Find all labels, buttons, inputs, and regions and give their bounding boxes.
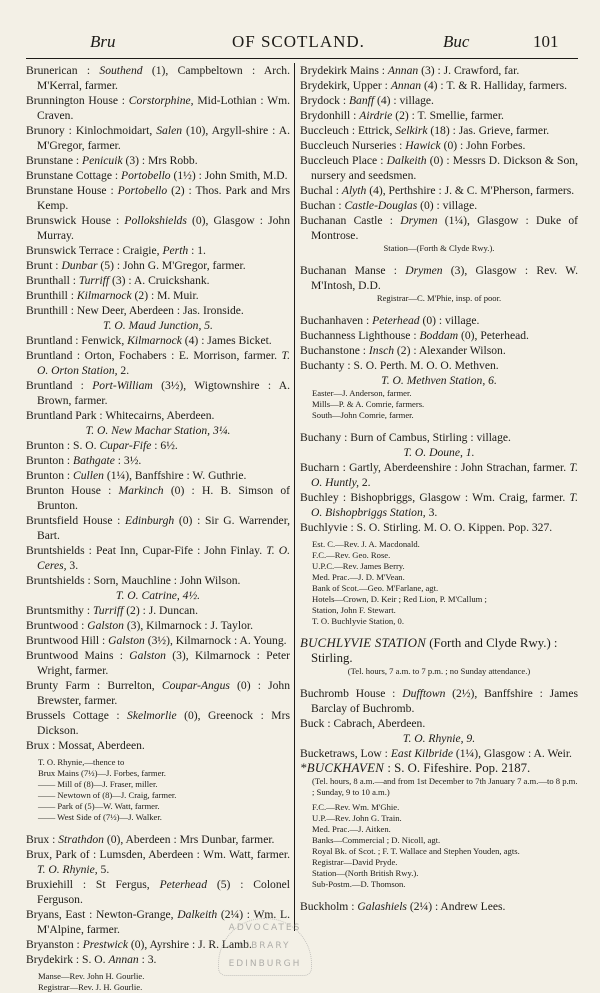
- entry-detail-line: Med. Prac.—J. D. M'Vean.: [312, 572, 405, 582]
- entry-place-name: Skelmorlie: [127, 709, 177, 722]
- entry-text: Bruntland :: [26, 379, 93, 392]
- entry-text: : 1.: [188, 244, 206, 257]
- entry-text: Brux, Park of : Lumsden, Aberdeen : Wm. Watt, farmer.: [26, 848, 290, 861]
- entry-text: Brydock :: [300, 94, 349, 107]
- gazetteer-entry: [26, 468, 290, 483]
- entry-text: (0), Ayrshire : J. R. Lamb.: [127, 938, 252, 951]
- gazetteer-entry: [26, 333, 290, 348]
- entry-text: (2¼) : Andrew Lees.: [406, 900, 506, 913]
- entry-place-name: Galston: [108, 634, 145, 647]
- entry-place-name: Banff: [348, 94, 375, 107]
- entry-detail-line: T. O. Rhynie,—thence to: [38, 757, 125, 767]
- entry-text: Bruntshields : Sorn, Mauchline : John Wilson.: [26, 574, 241, 587]
- entry-text: Brunty Farm : Burrelton,: [26, 679, 162, 692]
- entry-text: Buchanhaven :: [300, 314, 373, 327]
- entry-text: Bruxiehill : St Fergus,: [26, 878, 160, 891]
- entry-place-name: Drymen: [400, 214, 438, 227]
- gazetteer-entry: [26, 708, 290, 738]
- entry-text: Brunswick Terrace : Craigie,: [26, 244, 163, 257]
- entry-text: (Forth and Clyde Rwy.) : Stirling.: [311, 636, 558, 665]
- entry-place-name: Turriff: [78, 274, 110, 287]
- entry-detail-line: Brux Mains (7½)—J. Forbes, farmer.: [38, 768, 166, 778]
- entry-text: (2) : M. Muir.: [131, 289, 199, 302]
- entry-text: Brunstane Cottage :: [26, 169, 121, 182]
- entry-place-name: Cullen: [73, 469, 104, 482]
- entry-text: Buccleuch Nurseries :: [300, 139, 406, 152]
- entry-text: Bruntland : Fenwick,: [26, 334, 128, 347]
- gazetteer-entry: [300, 183, 578, 198]
- entry-text: (3) : A. Cruickshank.: [109, 274, 210, 287]
- gazetteer-entry: [300, 358, 578, 373]
- entry-text: Brunnington House :: [26, 94, 129, 107]
- gazetteer-entry: [26, 123, 290, 153]
- entry-detail-line: Station—(North British Rwy.).: [312, 868, 419, 878]
- gazetteer-entry: [26, 63, 290, 93]
- entry-detail-line: Royal Bk. of Scot. ; F. T. Wallace and Stephen Youden, agts.: [312, 846, 520, 856]
- entry-text: Bucharn : Gartly, Aberdeenshire : John Strachan, farmer.: [300, 461, 570, 474]
- entry-text: (0) : village.: [419, 314, 480, 327]
- entry-detail-line: Sub-Postm.—D. Thomson.: [312, 879, 406, 889]
- entry-text: Buck : Cabrach, Aberdeen.: [300, 717, 426, 730]
- entry-detail-line: Med. Prac.—J. Aitken.: [312, 824, 391, 834]
- entry-place-name: Selkirk: [395, 124, 428, 137]
- entry-detail-line: Bank of Scot.—Geo. M'Farlane, agt.: [312, 583, 439, 593]
- entry-place-name: Kilmarnock: [76, 289, 132, 302]
- entry-place-name: Castle-Douglas: [344, 199, 418, 212]
- entry-place-name: T. O. Rhynie,: [37, 863, 98, 876]
- entry-place-name: Galashiels: [357, 900, 407, 913]
- entry-text: Bruntsfield House :: [26, 514, 126, 527]
- gazetteer-entry: [300, 138, 578, 153]
- entry-text: Buchanan Manse :: [300, 264, 406, 277]
- gazetteer-entry: [300, 263, 578, 293]
- entry-text: 5.: [97, 863, 110, 876]
- header-rule: [26, 58, 578, 59]
- entry-text: (3½), Kilmarnock : A. Young.: [144, 634, 287, 647]
- gazetteer-entry: [300, 153, 578, 183]
- entry-place-name: Annan: [108, 953, 139, 966]
- entry-place-name: Strathdon: [58, 833, 104, 846]
- entry-text: (1¼), Glasgow : A. Weir.: [452, 747, 572, 760]
- gazetteer-entry: [300, 198, 578, 213]
- right-running-head: Buc: [443, 32, 470, 51]
- gazetteer-entry: [300, 430, 578, 445]
- entry-text: Bruntshields : Peat Inn, Cupar-Fife : John Finlay.: [26, 544, 267, 557]
- entry-text: (0) : John Brewster, farmer.: [37, 679, 290, 707]
- entry-detail-line: F.C.—Rev. Geo. Rose.: [312, 550, 391, 560]
- entry-text: (1¼), Banffshire : W. Guthrie.: [103, 469, 247, 482]
- entry-text: Buchley : Bishopbriggs, Glasgow : Wm. Craig, farmer.: [300, 491, 570, 504]
- gazetteer-heading-entry: [300, 761, 578, 776]
- telegraph-office-line: T. O. Methven Station, 6.: [381, 374, 497, 387]
- entry-place-name: Hawick: [405, 139, 441, 152]
- library-stamp: [218, 918, 312, 976]
- entry-place-name: Peterhead: [372, 314, 420, 327]
- entry-detail-line: Easter—J. Anderson, farmer.: [312, 388, 412, 398]
- entry-text: Buccleuch Place :: [300, 154, 387, 167]
- entry-place-name: Perth: [162, 244, 189, 257]
- gazetteer-entry: [26, 378, 290, 408]
- entry-place-name: Southend: [99, 64, 143, 77]
- entry-detail-line: —— Park of (5)—W. Watt, farmer.: [38, 801, 160, 811]
- entry-text: (0), Glasgow : John Murray.: [37, 214, 290, 242]
- column-divider: [294, 63, 295, 931]
- gazetteer-entry: [26, 303, 290, 318]
- entry-text: Bryans, East : Newton-Grange,: [26, 908, 178, 921]
- entry-text: Bruntsmithy :: [26, 604, 93, 617]
- entry-detail-line: —— Mill of (8)—J. Fraser, miller.: [38, 779, 158, 789]
- telegraph-office-line: T. O. Rhynie, 9.: [402, 732, 476, 745]
- entry-text: Brunstane House :: [26, 184, 118, 197]
- entry-detail-line: (Tel. hours, 8 a.m.—and from 1st December to 7th January 7 a.m.—to 8 p.m. ; Sunday, 9 to 10 a.m.): [312, 776, 578, 797]
- spacer: [300, 627, 578, 636]
- entry-place-name: Galston: [129, 649, 166, 662]
- entry-place-name: T. O. Huntly,: [311, 461, 578, 489]
- gazetteer-heading-entry: [300, 636, 578, 666]
- spacer: [300, 677, 578, 686]
- gazetteer-entry: [26, 513, 290, 543]
- entry-text: (3) : Mrs Robb.: [122, 154, 198, 167]
- entry-place-name: Insch: [368, 344, 395, 357]
- entry-text: (0), Aberdeen : Mrs Dunbar, farmer.: [103, 833, 275, 846]
- entry-place-name: BUCHLYVIE STATION: [300, 636, 427, 650]
- entry-detail-line: Registrar—Rev. J. H. Gourlie.: [38, 982, 143, 992]
- stamp-text: ADVOCATES: [228, 923, 302, 933]
- entry-text: Brunory : Kinlochmoidart,: [26, 124, 157, 137]
- gazetteer-entry: [26, 618, 290, 633]
- entry-text: Buchlyvie : S. O. Stirling. M. O. O. Kippen. Pop. 327.: [300, 521, 553, 534]
- entry-text: Brussels Cottage :: [26, 709, 128, 722]
- entry-text: Mid-Lothian : Wm. Craven.: [37, 94, 290, 122]
- entry-text: Buchan :: [300, 199, 345, 212]
- entry-text: Buchromb House :: [300, 687, 403, 700]
- gazetteer-entry: [300, 746, 578, 761]
- entry-place-name: Galston: [87, 619, 124, 632]
- entry-text: (2) : Thos. Park and Mrs Kemp.: [37, 184, 290, 212]
- gazetteer-entry: [26, 93, 290, 123]
- entry-text: (3), Kilmarnock : Peter Wright, farmer.: [37, 649, 290, 677]
- entry-place-name: Coupar-Angus: [161, 679, 230, 692]
- entry-text: (4), Perthshire : J. & C. M'Pherson, farmers.: [366, 184, 575, 197]
- entry-text: Buchanstone :: [300, 344, 369, 357]
- entry-text: (3), Glasgow : Rev. W. M'Intosh, D.D.: [311, 264, 578, 292]
- gazetteer-entry: [300, 63, 578, 78]
- spacer: [300, 421, 578, 430]
- gazetteer-entry: [300, 213, 578, 243]
- entry-text: (0) : H. B. Simson of Brunton.: [37, 484, 291, 512]
- entry-text: Brunthall :: [26, 274, 79, 287]
- gazetteer-entry: [26, 168, 290, 183]
- entry-text: Buchanty : S. O. Perth. M. O. O. Methven.: [300, 359, 499, 372]
- entry-text: (3), Kilmarnock : J. Taylor.: [123, 619, 253, 632]
- entry-place-name: Penicuik: [82, 154, 123, 167]
- telegraph-office-line: T. O. Catrine, 4½.: [115, 589, 201, 602]
- gazetteer-entry: [26, 603, 290, 618]
- entry-text: 3.: [425, 506, 438, 519]
- entry-detail-line: T. O. Buchlyvie Station, 0.: [312, 616, 404, 626]
- gazetteer-entry: [300, 108, 578, 123]
- entry-text: Bruntwood :: [26, 619, 88, 632]
- entry-place-name: Boddam: [419, 329, 459, 342]
- gazetteer-entry: [26, 243, 290, 258]
- entry-place-name: Drymen: [405, 264, 443, 277]
- gazetteer-entry: [26, 483, 290, 513]
- entry-place-name: Dufftown: [402, 687, 446, 700]
- gazetteer-entry: [300, 343, 578, 358]
- entry-text: Brux : Mossat, Aberdeen.: [26, 739, 145, 752]
- entry-text: 2.: [117, 364, 130, 377]
- entry-text: Brunerican :: [26, 64, 100, 77]
- telegraph-office-line: T. O. Doune, 1.: [403, 446, 475, 459]
- entry-place-name: Bathgate: [73, 454, 115, 467]
- entry-place-name: Alyth: [341, 184, 367, 197]
- entry-text: (5) : John G. M'Gregor, farmer.: [97, 259, 246, 272]
- entry-text: 2.: [358, 476, 371, 489]
- entry-place-name: Cupar-Fife: [99, 439, 152, 452]
- telegraph-office-line: T. O. Maud Junction, 5.: [103, 319, 213, 332]
- entry-text: Brydekirk, Upper :: [300, 79, 391, 92]
- entry-text: Brunton House :: [26, 484, 119, 497]
- entry-text: (0) : village.: [417, 199, 478, 212]
- page-title: OF SCOTLAND.: [232, 32, 365, 51]
- entry-place-name: T. O. Bishopbriggs Station,: [311, 491, 578, 519]
- gazetteer-entry: [26, 678, 290, 708]
- entry-text: Buccleuch : Ettrick,: [300, 124, 396, 137]
- entry-text: (1¼), Glasgow : Duke of Montrose.: [311, 214, 578, 242]
- entry-place-name: Dalkeith: [177, 908, 218, 921]
- entry-text: (4) : James Bicket.: [181, 334, 272, 347]
- entry-place-name: Corstorphine,: [128, 94, 194, 107]
- entry-text: (4) : village.: [374, 94, 434, 107]
- entry-text: (2) : J. Duncan.: [123, 604, 198, 617]
- entry-text: Brux :: [26, 833, 59, 846]
- entry-text: (0), Peterhead.: [458, 329, 529, 342]
- gazetteer-entry: [300, 93, 578, 108]
- gazetteer-entry: [26, 438, 290, 453]
- gazetteer-entry: [26, 213, 290, 243]
- entry-place-name: Edinburgh: [125, 514, 175, 527]
- entry-text: Buchany : Burn of Cambus, Stirling : village.: [300, 431, 511, 444]
- entry-text: (0) : Messrs D. Dickson & Son, nursery and seedsmen.: [311, 154, 578, 182]
- entry-text: Buchal :: [300, 184, 342, 197]
- gazetteer-entry: [26, 408, 290, 423]
- gazetteer-entry: [26, 877, 290, 907]
- running-header: [0, 32, 600, 58]
- gazetteer-entry: [26, 153, 290, 168]
- entry-place-name: T. O. Ceres,: [37, 544, 291, 572]
- entry-text: Brydekirk : S. O.: [26, 953, 109, 966]
- spacer: [300, 254, 578, 263]
- spacer: [300, 304, 578, 313]
- entry-text: Buckholm :: [300, 900, 358, 913]
- entry-text: (5) : Colonel Ferguson.: [37, 878, 290, 906]
- stamp-text: LIBRARY: [239, 941, 291, 951]
- entry-detail-line: Registrar—C. M'Phie, insp. of poor.: [376, 293, 502, 303]
- entry-text: (4) : T. & R. Halliday, farmers.: [421, 79, 568, 92]
- entry-text: (2) : T. Smellie, farmer.: [392, 109, 504, 122]
- entry-text: Brunthill :: [26, 289, 77, 302]
- entry-place-name: Portobello: [117, 184, 168, 197]
- entry-detail-line: U.P.—Rev. John G. Train.: [312, 813, 402, 823]
- entry-place-name: Airdrie: [359, 109, 393, 122]
- entry-text: Brunthill : New Deer, Aberdeen : Jas. Ironside.: [26, 304, 244, 317]
- entry-detail-line: South—John Comrie, farmer.: [312, 410, 414, 420]
- page-number: 101: [533, 32, 559, 51]
- gazetteer-entry: [300, 899, 578, 914]
- entry-detail-line: Banks—Commercial ; D. Nicoll, agt.: [312, 835, 441, 845]
- entry-text: (18) : Jas. Grieve, farmer.: [427, 124, 550, 137]
- entry-text: (0), Greenock : Mrs Dickson.: [37, 709, 290, 737]
- entry-place-name: Kilmarnock: [127, 334, 182, 347]
- entry-text: Brunton :: [26, 469, 74, 482]
- gazetteer-entry: [26, 273, 290, 288]
- telegraph-office-line: T. O. New Machar Station, 3¼.: [85, 424, 231, 437]
- entry-detail-line: Manse—Rev. John H. Gourlie.: [38, 971, 145, 981]
- entry-text: (0) : Sir G. Warrender, Bart.: [37, 514, 290, 542]
- gazetteer-entry: [26, 543, 290, 573]
- entry-detail-line: F.C.—Rev. Wm. M'Ghie.: [312, 802, 400, 812]
- entry-text: Brunton : S. O.: [26, 439, 100, 452]
- entry-text: Bruntland : Orton, Fochabers : E. Morrison, farmer.: [26, 349, 282, 362]
- gazetteer-entry: [26, 258, 290, 273]
- entry-text: Brydekirk Mains :: [300, 64, 388, 77]
- entry-text: Brydonhill :: [300, 109, 360, 122]
- entry-place-name: Salen: [156, 124, 183, 137]
- entry-place-name: Annan: [387, 64, 419, 77]
- entry-text: Bruntwood Mains :: [26, 649, 130, 662]
- entry-place-name: *BUCKHAVEN: [300, 761, 385, 775]
- entry-text: (1½) : John Smith, M.D.: [170, 169, 288, 182]
- gazetteer-entry: [300, 78, 578, 93]
- gazetteer-entry: [300, 328, 578, 343]
- entry-place-name: Annan: [390, 79, 422, 92]
- right-column: [300, 63, 578, 943]
- entry-text: Brunt :: [26, 259, 62, 272]
- entry-text: Bruntwood Hill :: [26, 634, 109, 647]
- entry-detail-line: Mills—P. & A. Comrie, farmers.: [312, 399, 425, 409]
- entry-text: Brunton :: [26, 454, 74, 467]
- gazetteer-entry: [300, 123, 578, 138]
- entry-place-name: Port-William: [92, 379, 153, 392]
- entry-detail-line: Est. C.—Rev. J. A. Macdonald.: [312, 539, 420, 549]
- stamp-text: EDINBURGH: [228, 959, 302, 969]
- entry-place-name: T. O. Orton Station,: [37, 349, 290, 377]
- entry-detail-line: —— West Side of (7½)—J. Walker.: [38, 812, 162, 822]
- entry-text: (2) : Alexander Wilson.: [394, 344, 506, 357]
- entry-text: (2¼) : Wm. L. M'Alpine, farmer.: [37, 908, 290, 936]
- entry-detail-line: Station—(Forth & Clyde Rwy.).: [383, 243, 495, 253]
- entry-text: (0) : John Forbes.: [440, 139, 526, 152]
- entry-text: 3.: [66, 559, 79, 572]
- spacer: [300, 890, 578, 899]
- entry-place-name: Prestwick: [82, 938, 128, 951]
- gazetteer-entry: [26, 633, 290, 648]
- entry-text: (2½), Banffshire : James Barclay of Buchromb.: [311, 687, 578, 715]
- gazetteer-entry: [26, 183, 290, 213]
- entry-text: : S. O. Fifeshire. Pop. 2187.: [384, 761, 531, 775]
- entry-place-name: Dunbar: [61, 259, 98, 272]
- entry-detail-line: Hotels—Crown, D. Keir ; Red Lion, P. M'Callum ;: [312, 594, 487, 604]
- gazetteer-entry: [26, 573, 290, 588]
- entry-text: Buchanan Castle :: [300, 214, 401, 227]
- entry-detail-line: (Tel. hours, 7 a.m. to 7 p.m. ; no Sunday attendance.): [347, 666, 531, 676]
- entry-place-name: Peterhead: [159, 878, 207, 891]
- gazetteer-entry: [300, 716, 578, 731]
- gazetteer-entry: [300, 520, 578, 535]
- entry-text: Buchanness Lighthouse :: [300, 329, 420, 342]
- gazetteer-entry: [300, 490, 578, 520]
- entry-text: Brunswick House :: [26, 214, 125, 227]
- entry-text: Brunstane :: [26, 154, 83, 167]
- entry-place-name: Portobello: [121, 169, 171, 182]
- gazetteer-entry: [26, 348, 290, 378]
- entry-place-name: Turriff: [93, 604, 124, 617]
- entry-text: (10), Argyll-shire : A. M'Gregor, farmer.: [37, 124, 290, 152]
- gazetteer-entry: [300, 460, 578, 490]
- gazetteer-entry: [300, 686, 578, 716]
- entry-text: Bryanston :: [26, 938, 83, 951]
- gazetteer-entry: [26, 453, 290, 468]
- entry-detail-line: Registrar—David Pryde.: [312, 857, 398, 867]
- entry-text: Bucketraws, Low :: [300, 747, 391, 760]
- entry-text: (3½), Wigtownshire : A. Brown, farmer.: [37, 379, 290, 407]
- entry-text: Bruntland Park : Whitecairns, Aberdeen.: [26, 409, 215, 422]
- entry-place-name: Dalkeith: [386, 154, 427, 167]
- entry-detail-line: —— Newtown of (8)—J. Craig, farmer.: [38, 790, 177, 800]
- entry-place-name: East Kilbride: [390, 747, 453, 760]
- gazetteer-entry: [300, 313, 578, 328]
- entry-text: : 3½.: [114, 454, 142, 467]
- entry-place-name: Markinch: [118, 484, 164, 497]
- gazetteer-entry: [26, 847, 290, 877]
- gazetteer-entry: [26, 288, 290, 303]
- gazetteer-entry: [26, 832, 290, 847]
- entry-text: (1), Campbeltown : Arch. M'Kerral, farmer.: [37, 64, 290, 92]
- entry-detail-line: Station, John F. Stewart.: [312, 605, 396, 615]
- left-running-head: Bru: [90, 32, 116, 51]
- gazetteer-entry: [26, 738, 290, 753]
- spacer: [26, 823, 290, 832]
- entry-text: : 3.: [138, 953, 157, 966]
- gazetteer-entry: [26, 648, 290, 678]
- entry-text: (3) : J. Crawford, far.: [418, 64, 520, 77]
- entry-text: : 6½.: [151, 439, 178, 452]
- entry-detail-line: U.P.C.—Rev. James Berry.: [312, 561, 405, 571]
- entry-place-name: Pollokshields: [124, 214, 187, 227]
